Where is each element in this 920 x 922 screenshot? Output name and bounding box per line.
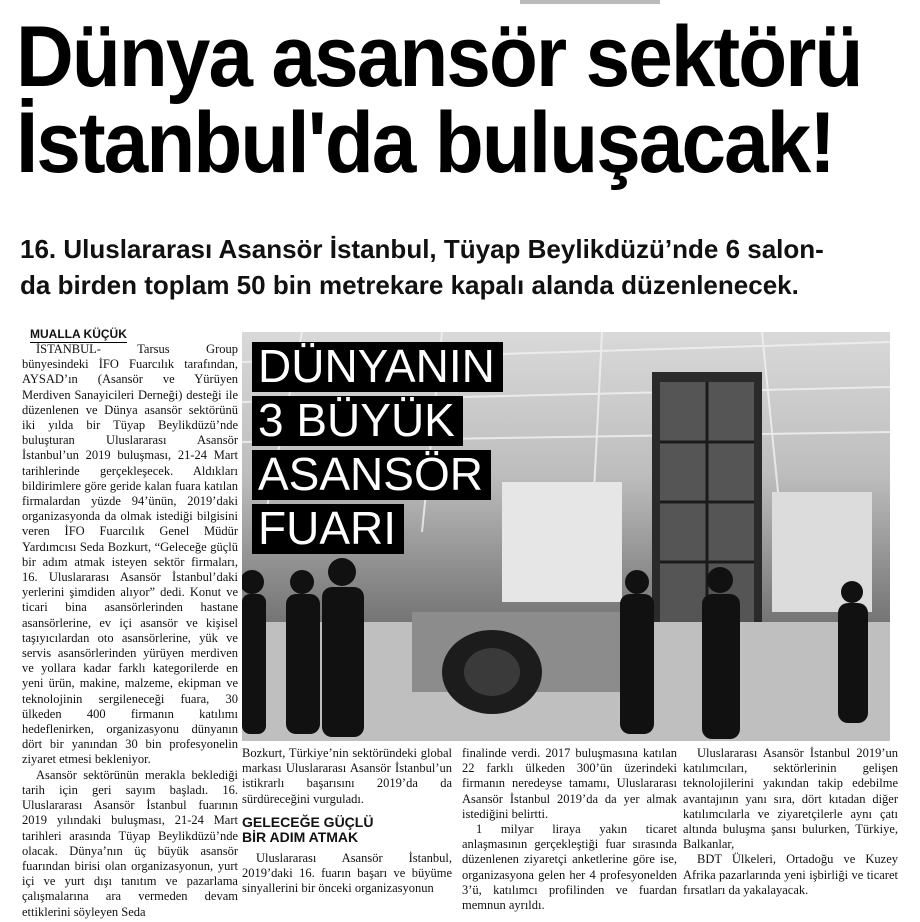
headline-line-1: Dünya asansör sektörü (16, 9, 862, 105)
section-subtitle (242, 815, 452, 845)
overlay-line: 3 BÜYÜK (252, 396, 463, 446)
overlay-line: ASANSÖR (252, 450, 491, 500)
overlay-line: DÜNYANIN (252, 342, 503, 392)
subheadline (20, 231, 905, 303)
subheadline-line-2: da birden toplam 50 bin metrekare kapalı alanda düzenlenecek. (20, 270, 799, 300)
headline (16, 9, 862, 191)
article-paragraph: finalinde verdi. 2017 buluşmasına katılan 22 farklı ülkeden 300’ün üzerindeki firmanın neredeyse tamamı, Uluslararası Asansör İstanbul 2019’da da yer almak istediğini belirtti. (462, 746, 677, 821)
article-paragraph: Bozkurt, Türkiye’nin sektöründeki global markası Uluslararası Asansör İstanbul’un istikrarlı başarısını 2019’da da sürdüreceğini vurguladı. (242, 746, 452, 806)
byline: MUALLA KÜÇÜK (30, 327, 127, 341)
article-paragraph: 1 milyar liraya yakın ticaret anlaşmasının gerçekleştiği fuar sırasında düzenlenen ziyaretçi anketlerine göre ise, organizasyona gelen her 4 profesyonelden 3’ü, katılımcı profilinden ve fuardan memnun ayrıldı. (462, 822, 677, 913)
article-column-1 (22, 342, 238, 920)
article-column-3 (462, 746, 677, 913)
photo-overlay-title (252, 342, 503, 558)
article-column-4 (683, 746, 898, 898)
article-paragraph: Asansör sektörünün merakla beklediği tarih için geri sayım başladı. 16. Uluslararası Asansör İstanbul fuarının 2019 yılındaki buluşması, 21-24 Mart tarihleri arasında Tüyap Beylikdüzü’nde olacak. Dünya’nın üç büyük asansör fuarından birisi olan organizasyonun, yurt içi ve yurt dışı tanıtım ve pazarlama çalışmalarına ara vermeden devam ettiklerini söyleyen Seda (22, 767, 238, 919)
article-paragraph: İSTANBUL- Tarsus Group bünyesindeki İFO Fuarcılık tarafından, AYSAD’ın (Asansör ve Yürüyen Merdiven Sanayicileri Derneği) desteği ile düzenlenen ve Dünya asansör sektörünü iki yılda bir Tüyap Beylikdüzü’nde buluşturan Uluslararası Asansör İstanbul’un 2019 buluşması, 21-24 Mart tarihlerinde gerçekleşecek. Aldıkları bildirimlere göre geride kalan fuara katılan firmalardan yüzde 94’ünün, 2019’daki organizasyonda da olmak istediği bilgisini veren İFO Fuarcılık Genel Müdür Yardımcısı Seda Bozkurt, “Geleceğe güçlü bir adım atmak isteyen sektör firmaları, 16. Uluslararası Asansör İstanbul’daki yerlerini şimdiden alıyor” dedi. Konut ve ticari bina asansörlerinden hastane asansörlerine, ev içi asansör ve kişisel taşıyıcılardan oto asansörlerine, yük ve servis asansörlerinden yürüyen merdiven ve yollara kadar farklı kategorilerde en yeni ürün, makine, malzeme, ekipman ve teknolojinin sergileneceği fuara, 30 ülkeden 400 firmanın katılımı hedeflenirken, organizasyonu dünyanın dört bir yanından 30 bin profesyonelin ziyaret etmesi bekleniyor. (22, 342, 238, 767)
section-subtitle-line: BİR ADIM ATMAK (242, 828, 359, 845)
article-paragraph: Uluslararası Asansör İstanbul 2019’un katılımcıları, sektörlerinin gelişen teknolojilerini yakından takip edebilme avantajının yanı sıra, dört kıtadan diğer katılımcılarla ve ziyaretçilerle aynı çatı altında buluşma şansı bulurken, Türkiye, Balkanlar, (683, 746, 898, 852)
article-paragraph: BDT Ülkeleri, Ortadoğu ve Kuzey Afrika pazarlarında yeni işbirliği ve ticaret fırsatları da yakalayacak. (683, 852, 898, 897)
subheadline-line-1: 16. Uluslararası Asansör İstanbul, Tüyap Beylikdüzü’nde 6 salon- (20, 234, 824, 264)
top-rule (520, 0, 660, 4)
section-subtitle-line: GELECEĞE GÜÇLÜ (242, 813, 374, 830)
article-column-2 (242, 746, 452, 896)
overlay-line: FUARI (252, 504, 404, 554)
headline-line-2: İstanbul'da buluşacak! (16, 95, 835, 191)
article-paragraph: Uluslararası Asansör İstanbul, 2019’daki 16. fuarın başarı ve büyüme sinyallerini bir önceki organizasyonun (242, 850, 452, 896)
